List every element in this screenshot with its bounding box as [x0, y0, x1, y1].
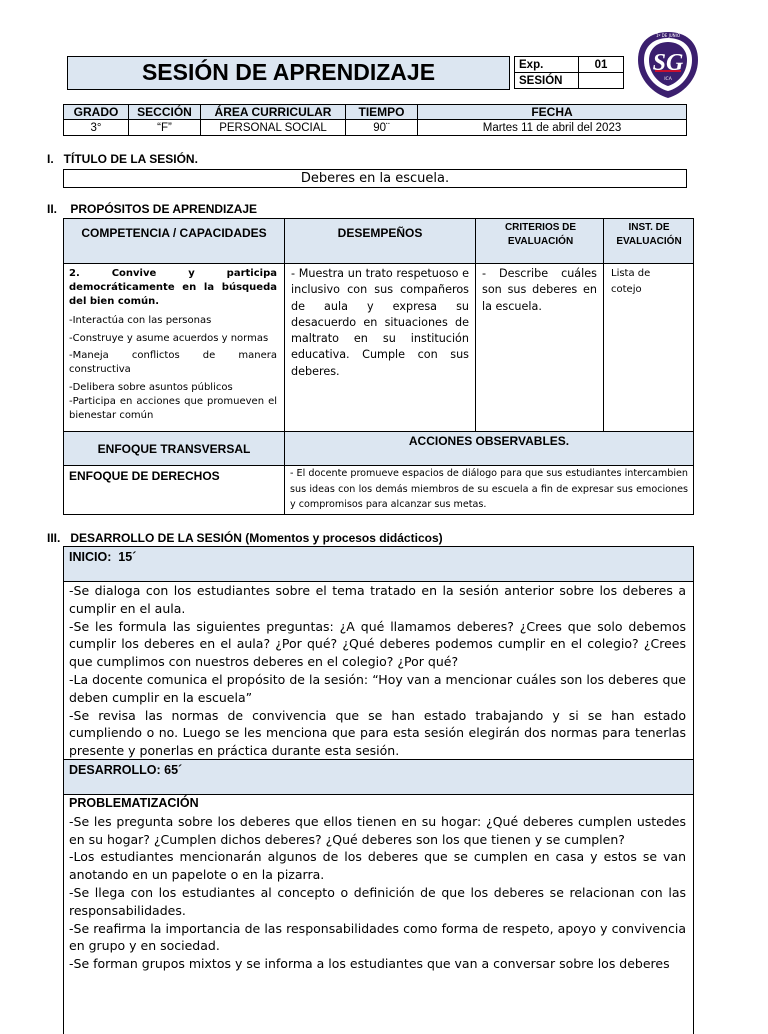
capacidad-2: -Construye y asume acuerdos y normas	[69, 333, 269, 344]
development-table	[63, 546, 694, 1024]
header-grado: GRADO	[64, 105, 129, 120]
value-area: PERSONAL SOCIAL	[201, 120, 346, 136]
col-competencia: COMPETENCIA / CAPACIDADES	[81, 226, 267, 240]
sesion-label: SESIÓN	[515, 73, 579, 89]
instrumento-text: Lista de cotejo	[611, 268, 651, 295]
inicio-paragraph-3: -La docente comunica el propósito de la sesión: “Hoy van a mencionar cuáles son los deberes que deben cumplir en la escuela”	[69, 671, 686, 705]
exp-value: 01	[579, 57, 624, 73]
section-2-heading: II. PROPÓSITOS DE APRENDIZAJE	[47, 202, 258, 216]
desarrollo-paragraph-1: -Se les pregunta sobre los deberes que ellos tienen en su hogar: ¿Qué deberes cumplen ustedes en su hogar? ¿Cumplen dichos deberes? ¿Qué deberes son los que tienen y se cumplen?	[69, 813, 686, 847]
inicio-paragraph-2: -Se les formula las siguientes preguntas: ¿A qué llamamos deberes? ¿Crees que solo debemos cumplir los deberes en el aula? ¿Por qué? ¿Qué deberes podemos cumplir en el colegio? ¿Crees que cumplimos con nuestros deberes en el colegio? ¿Por qué?	[69, 618, 686, 670]
problematizacion-label: PROBLEMATIZACIÓN	[69, 796, 199, 810]
enfoque-derechos-label: ENFOQUE DE DERECHOS	[69, 469, 220, 483]
logo-ring-top: 1º DE JUNIO	[655, 33, 681, 38]
value-fecha: Martes 11 de abril del 2023	[418, 120, 687, 136]
col-inst: INST. DE EVALUACIÓN	[616, 222, 682, 247]
session-title: Deberes en la escuela.	[63, 169, 687, 188]
capacidad-4: -Delibera sobre asuntos públicos	[69, 382, 233, 393]
inicio-paragraph-4: -Se revisa las normas de convivencia que se han estado trabajando y si se han estado cumpliendo o no. Luego se les menciona que para esta sesión elegirán dos normas para tenerlas presente y ponerlas en práctica durante esta sesión.	[69, 707, 686, 759]
col-criterios: CRITERIOS DE EVALUACIÓN	[504, 222, 577, 247]
competencia-title: 2. Convive y participa democráticamente en la búsqueda del bien común.	[69, 268, 277, 307]
purposes-table	[63, 218, 694, 515]
exp-table	[514, 56, 624, 89]
value-seccion: “F”	[129, 120, 201, 136]
capacidad-3: -Maneja conflictos de manera constructiva	[69, 350, 277, 375]
desarrollo-paragraph-3: -Se llega con los estudiantes al concepto o definición de que los deberes se relacionan con las responsabilidades.	[69, 884, 686, 918]
section-3-heading: III. DESARROLLO DE LA SESIÓN (Momentos y procesos didácticos)	[47, 531, 443, 545]
acciones-label: ACCIONES OBSERVABLES.	[408, 434, 570, 448]
header-seccion: SECCIÓN	[129, 105, 201, 120]
criterio-text: - Describe cuáles son sus deberes en la escuela.	[482, 267, 597, 313]
exp-label: Exp.	[515, 57, 579, 73]
value-tiempo: 90¨	[346, 120, 418, 136]
desarrollo-paragraph-2: -Los estudiantes mencionarán algunos de los deberes que se cumplen en casa y estos se van anotando en un papelote o en la pizarra.	[69, 849, 686, 883]
logo-ring-bottom: ICA	[664, 77, 672, 82]
inicio-paragraph-1: -Se dialoga con los estudiantes sobre el tema tratado en la sesión anterior sobre los deberes a cumplir en el aula.	[69, 583, 686, 616]
capacidad-5: -Participa en acciones que promueven el bienestar común	[69, 396, 277, 421]
header-fecha: FECHA	[418, 105, 687, 120]
enfoque-transversal-label: ENFOQUE TRANSVERSAL	[97, 442, 251, 456]
info-table	[63, 104, 687, 136]
capacidad-1: -Interactúa con las personas	[69, 315, 212, 326]
col-desempenos: DESEMPEÑOS	[337, 226, 423, 240]
header-area: ÁREA CURRICULAR	[201, 105, 346, 120]
page-title: SESIÓN DE APRENDIZAJE	[67, 56, 510, 90]
desempeno-text: - Muestra un trato respetuoso e inclusivo con sus compañeros de aula y expresa su desacuerdo en situaciones de maltrato en su institución educativa. Cumple con sus deberes.	[291, 267, 469, 378]
desarrollo-label: DESARROLLO: 65´	[69, 763, 183, 777]
sesion-value	[579, 73, 624, 89]
value-grado: 3°	[64, 120, 129, 136]
section-1-heading: I. TÍTULO DE LA SESIÓN.	[47, 152, 198, 166]
desarrollo-paragraph-5: -Se forman grupos mixtos y se informa a los estudiantes que van a conversar sobre los deberes	[69, 956, 670, 972]
desarrollo-paragraph-4: -Se reafirma la importancia de las responsabilidades como forma de respeto, apoyo y convivencia en grupo y en sociedad.	[69, 920, 686, 954]
logo-monogram: SG	[652, 50, 684, 76]
accion-text: - El docente promueve espacios de diálogo para que sus estudiantes intercambien sus ideas con los demás miembros de su escuela a fin de expresar sus emociones y compromisos para alcanzar sus metas.	[290, 468, 688, 510]
header-tiempo: TIEMPO	[346, 105, 418, 120]
inicio-label: INICIO: 15´	[69, 550, 137, 564]
school-logo	[636, 30, 700, 100]
